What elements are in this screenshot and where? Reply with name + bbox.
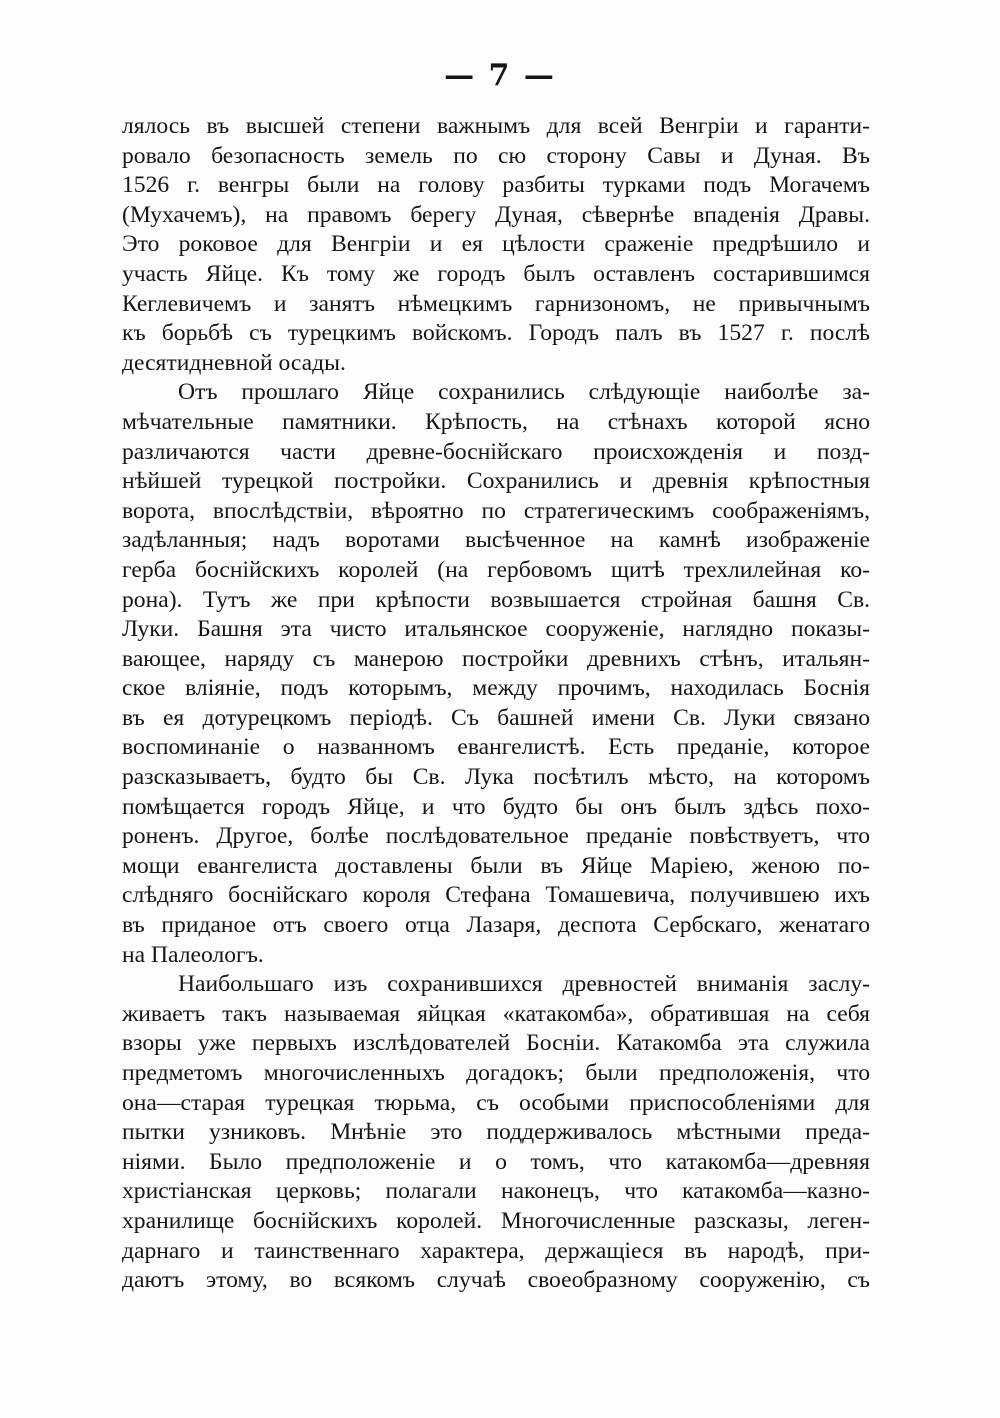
paragraph-2 <box>122 378 870 970</box>
text-line: въ ея дотурецкомъ періодѣ. Съ башней имени Св. Луки связано <box>122 704 870 731</box>
text-line: ворота, впослѣдствіи, вѣроятно по стратегическимъ соображеніямъ, <box>122 497 870 524</box>
text-line: христіанская церковь; полагали наконецъ, что катакомба—казно- <box>122 1178 870 1205</box>
text-line: различаются части древне-боснійскаго происхожденія и позд- <box>122 438 870 465</box>
text-line: вающее, наряду съ манерою постройки древнихъ стѣнъ, итальян- <box>122 645 870 672</box>
text-line: Отъ прошлаго Яйце сохранились слѣдующіе наиболѣе за- <box>178 379 870 406</box>
text-line: къ борьбѣ съ турецкимъ войскомъ. Городъ палъ въ 1527 г. послѣ <box>122 320 870 347</box>
text-line: Это роковое для Венгріи и ея цѣлости сраженіе предрѣшило и <box>122 231 870 258</box>
text-line: даютъ этому, во всякомъ случаѣ своеобразному сооруженію, съ <box>122 1267 870 1294</box>
text-line: дарнаго и таинственнаго характера, держащіеся въ народѣ, при- <box>122 1237 870 1264</box>
text-line: она—старая турецкая тюрьма, съ особыми приспособленіями для <box>122 1089 870 1116</box>
text-line: предметомъ многочисленныхъ догадокъ; были предположенія, что <box>122 1060 870 1086</box>
text-line: живаетъ такъ называемая яйцкая «катакомба», обратившая на себя <box>122 1000 870 1027</box>
text-line: пытки узниковъ. Мнѣніе это поддерживалось мѣстными преда- <box>122 1119 870 1146</box>
text-line: на Палеологъ. <box>122 941 264 968</box>
text-line: лялось въ высшей степени важнымъ для всей Венгріи и гаранти- <box>122 113 870 139</box>
text-line: Кеглевичемъ и занятъ нѣмецкимъ гарнизономъ, не привычнымъ <box>122 290 870 317</box>
text-line: въ приданое отъ своего отца Лазаря, деспота Сербскаго, женатаго <box>122 912 870 939</box>
text-line: ніями. Было предположеніе и о томъ, что катакомба—древняя <box>122 1148 870 1175</box>
text-line: мощи евангелиста доставлены были въ Яйце Маріею, женою по- <box>122 852 870 879</box>
text-line: герба боснійскихъ королей (на гербовомъ щитѣ трехлилейная ко- <box>122 556 870 583</box>
text-line: Луки. Башня эта чисто итальянское сооруженіе, наглядно показы- <box>122 616 870 643</box>
text-line: взоры уже первыхъ изслѣдователей Босніи. Катакомба эта служила <box>122 1030 870 1057</box>
paragraph-3 <box>122 970 870 1296</box>
text-line: Наибольшаго изъ сохранившихся древностей вниманія заслу- <box>178 971 870 998</box>
page-number: — 7 — <box>444 58 556 93</box>
text-line: рона). Тутъ же при крѣпости возвышается стройная башня Св. <box>122 586 870 613</box>
text-line: десятидневной осады. <box>122 349 346 376</box>
text-line: участь Яйце. Къ тому же городъ былъ оставленъ состарившимся <box>122 260 870 287</box>
text-line: роненъ. Другое, болѣе послѣдовательное преданіе повѣствуетъ, что <box>122 823 870 850</box>
text-line: ское вліяніе, подъ которымъ, между прочимъ, находилась Боснія <box>122 675 870 702</box>
body-text <box>122 112 870 1296</box>
text-line: задѣланныя; надъ воротами высѣченное на камнѣ изображеніе <box>122 527 870 554</box>
text-line: слѣдняго боснійскаго короля Стефана Томашевича, получившею ихъ <box>122 882 870 909</box>
text-line: 1526 г. венгры были на голову разбиты турками подъ Могачемъ <box>122 172 870 199</box>
text-line: разсказываетъ, будто бы Св. Лука посѣтилъ мѣсто, на которомъ <box>122 764 870 791</box>
paragraph-1 <box>122 112 870 378</box>
text-line: мѣчательные памятники. Крѣпость, на стѣнахъ которой ясно <box>122 408 870 435</box>
text-line: ровало безопасность земель по сю сторону Савы и Дуная. Въ <box>122 142 870 169</box>
text-line: нѣйшей турецкой постройки. Сохранились и древнія крѣпостныя <box>122 468 870 495</box>
text-line: (Мухачемъ), на правомъ берегу Дуная, сѣвернѣе впаденія Дравы. <box>122 201 870 228</box>
text-line: хранилище боснійскихъ королей. Многочисленные разсказы, леген- <box>122 1207 870 1234</box>
text-line: помѣщается городъ Яйце, и что будто бы онъ былъ здѣсь похо- <box>122 793 870 820</box>
text-line: воспоминаніе о названномъ евангелистѣ. Есть преданіе, которое <box>122 734 870 761</box>
